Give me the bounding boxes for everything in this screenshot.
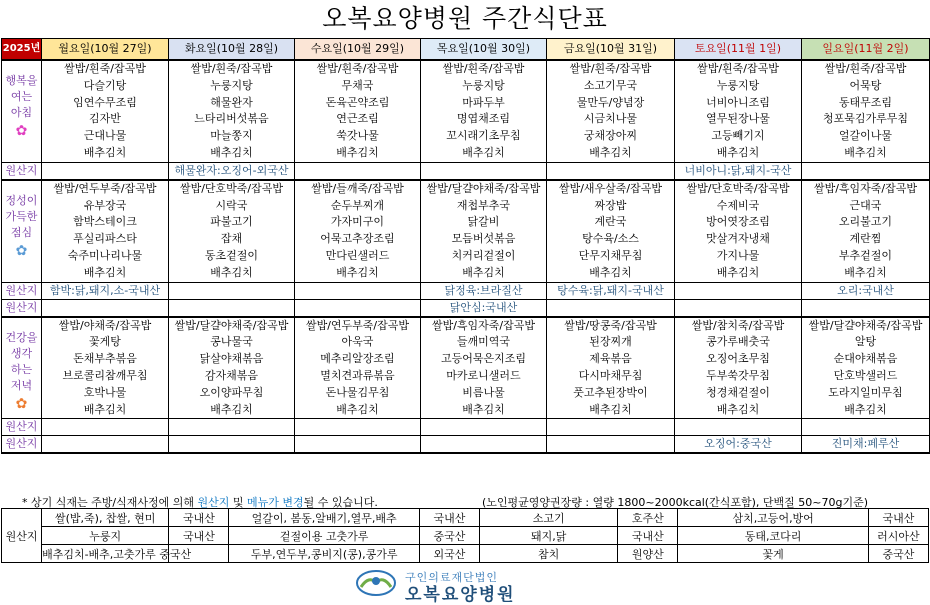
menu-item: 배추김치: [462, 265, 505, 279]
weekly-menu-table: [1, 38, 930, 454]
menu-item: 쑥갓나물: [336, 129, 379, 143]
meal-cell: [42, 317, 169, 419]
menu-item: 단호박샐러드: [833, 368, 898, 382]
menu-item: 배추김치: [844, 402, 887, 416]
day-header: 화요일(10월 28일): [169, 39, 295, 61]
flower-icon: ✿: [15, 395, 28, 412]
menu-item: 어묵탕: [849, 78, 882, 92]
ingredient-cell: 삼치,고등어,방어: [678, 509, 868, 527]
logo-emblem-icon: [355, 569, 397, 597]
menu-item: 쌀밥/달걀야채죽/잡곡밥: [174, 318, 289, 332]
origin-cell: [421, 436, 547, 454]
menu-item: 고등빼기지: [711, 129, 765, 143]
menu-item: 쌀밥/흰죽/잡곡밥: [442, 62, 525, 75]
origin-cell: 닭정육:브라질산: [421, 282, 547, 299]
menu-item: 쌀밥/흰죽/잡곡밥: [697, 62, 779, 75]
menu-item: 쌀밥/흰죽/잡곡밥: [190, 62, 273, 75]
day-header: 목요일(10월 30일): [421, 39, 547, 61]
day-header: 월요일(10월 27일): [42, 39, 169, 61]
page-title: 오복요양병원 주간식단표: [322, 4, 608, 33]
year-cell: 2025년: [2, 39, 42, 61]
meal-label-line: 여는: [10, 90, 33, 103]
menu-item: 마카로니샐러드: [446, 368, 521, 382]
menu-item: 쌀밥/새우살죽/잡곡밥: [558, 181, 663, 195]
origin-cell: [295, 282, 421, 299]
meal-label: [2, 180, 42, 282]
change-notice: * 상기 식재는 주방/식재사정에 의해 원산지 및 메뉴가 변경될 수 있습니다.: [22, 496, 378, 509]
menu-item: 열무된장나물: [706, 112, 770, 126]
hospital-logo: [355, 569, 585, 605]
origin-cell: [675, 419, 802, 436]
menu-item: 제육볶음: [589, 352, 632, 366]
menu-item: 짜장밥: [594, 198, 627, 212]
origin-country-cell: 국내산: [618, 527, 678, 545]
origin-cell: [169, 282, 295, 299]
menu-item: 배추김치: [716, 145, 760, 159]
ingredient-cell: 누룽지: [42, 527, 169, 545]
menu-item: 파불고기: [210, 215, 253, 229]
menu-item: 다시마채무침: [578, 368, 643, 382]
menu-item: 배추김치: [589, 145, 632, 159]
menu-item: 쌀밥/달걀야채죽/잡곡밥: [808, 318, 923, 332]
origin-cell: [169, 299, 295, 317]
origin-cell: [295, 299, 421, 317]
menu-item: 멸치견과류볶음: [320, 368, 395, 382]
meal-label-line: 정성이: [5, 193, 38, 207]
origin-cell: 오징어:중국산: [675, 436, 802, 454]
menu-item: 비름나물: [462, 385, 505, 399]
menu-item: 쌀밥/흰죽/잡곡밥: [824, 62, 907, 75]
meal-cell: [675, 60, 802, 162]
origin-cell: 탕수육:닭,돼지-국내산: [547, 282, 675, 299]
menu-item: 들깨미역국: [456, 335, 511, 349]
menu-item: 오징어초무침: [706, 352, 770, 366]
menu-item: 물만두/양념장: [576, 95, 645, 109]
menu-item: 아욱국: [341, 335, 374, 349]
menu-item: 치커리겉절이: [451, 248, 516, 262]
origin-cell: 오리:국내산: [802, 282, 930, 299]
origin-label: 원산지: [2, 299, 42, 317]
menu-item: 메추리알장조림: [320, 352, 395, 366]
menu-item: 쌀밥/흑임자죽/잡곡밥: [813, 181, 918, 195]
origin-cell: [547, 419, 675, 436]
menu-item: 배추김치: [210, 402, 253, 416]
menu-item: 푸실리파스타: [73, 232, 137, 246]
menu-item: 배추김치: [336, 402, 379, 416]
meal-label-line: 건강을: [5, 330, 38, 344]
meal-cell: [42, 60, 169, 162]
menu-item: 해물완자: [210, 95, 253, 109]
menu-item: 쌀밥/땅콩죽/잡곡밥: [564, 318, 657, 332]
menu-item: 돈육곤약조림: [325, 95, 390, 109]
menu-item: 호박나물: [83, 385, 127, 399]
menu-item: 다슬기탕: [83, 78, 127, 92]
menu-item: 마파두부: [462, 95, 505, 109]
day-header: 수요일(10월 29일): [295, 39, 421, 61]
origin-cell: 함박:닭,돼지,소-국내산: [42, 282, 169, 299]
menu-item: 너비아니조림: [706, 95, 770, 109]
meal-label: [2, 317, 42, 419]
menu-item: 만다린샐러드: [325, 248, 390, 262]
menu-item: 배추김치: [844, 265, 887, 279]
origin-cell: [675, 299, 802, 317]
origin-cell: [295, 162, 421, 180]
origin-cell: 해물완자:오징어-외국산: [169, 162, 295, 180]
menu-item: 임연수무조림: [73, 95, 137, 109]
menu-item: 시금치나물: [583, 112, 638, 126]
origin-cell: [675, 282, 802, 299]
ingredient-cell: 꽃게: [678, 545, 868, 563]
origin-cell: [547, 299, 675, 317]
menu-item: 청포묵김가루무침: [822, 112, 908, 126]
origin-cell: 너비아니:닭,돼지-국산: [675, 162, 802, 180]
menu-item: 근대나물: [83, 129, 127, 143]
menu-item: 시락국: [215, 198, 248, 212]
menu-item: 얼갈이나물: [838, 129, 893, 143]
menu-item: 쌀밥/흰죽/잡곡밥: [569, 62, 652, 75]
ingredient-cell: 참치: [480, 545, 618, 563]
meal-cell: [295, 317, 421, 419]
menu-item: 닭갈비: [467, 215, 500, 229]
origin-cell: [547, 436, 675, 454]
menu-item: 함박스테이크: [73, 215, 137, 229]
menu-item: 알탕: [854, 335, 877, 349]
menu-item: 고등어묵은지조림: [440, 352, 526, 366]
menu-item: 무채국: [341, 78, 374, 92]
meal-cell: [169, 180, 295, 282]
meal-cell: [547, 60, 675, 162]
origin-label: 원산지: [2, 162, 42, 180]
logo-hospital-name: 오복요양병원: [405, 585, 516, 605]
meal-cell: [295, 180, 421, 282]
meal-label-line: 아침: [10, 106, 33, 119]
meal-cell: [295, 60, 421, 162]
meal-cell: [169, 60, 295, 162]
meal-label-line: 하는: [10, 362, 33, 376]
menu-item: 배추김치: [844, 145, 887, 159]
origin-cell: [802, 162, 930, 180]
menu-item: 쌀밥/들깨죽/잡곡밥: [311, 181, 404, 195]
menu-item: 마늘쫑지: [210, 129, 253, 143]
menu-item: 느타리버섯볶음: [194, 112, 269, 126]
menu-item: 쌀밥/야채죽/잡곡밥: [58, 318, 152, 332]
menu-item: 돈나물김무침: [325, 385, 390, 399]
origin-summary-table: [1, 508, 929, 563]
menu-item: 김자반: [89, 112, 121, 126]
origin-label: 원산지: [2, 419, 42, 436]
ingredient-cell: 두부,연두부,콩비지(콩),콩가루: [229, 545, 419, 563]
meal-cell: [42, 180, 169, 282]
menu-item: 된장찌개: [589, 335, 632, 349]
menu-item: 재첩부추국: [456, 198, 511, 212]
menu-item: 배추김치: [462, 402, 505, 416]
origin-cell: [42, 299, 169, 317]
origin-label: 원산지: [2, 436, 42, 454]
menu-item: 감자채볶음: [204, 368, 259, 382]
meal-cell: [802, 317, 930, 419]
origin-country-cell: 국내산: [169, 527, 229, 545]
menu-item: 쌀밥/흰죽/잡곡밥: [64, 62, 146, 75]
meal-label-line: 점심: [10, 225, 33, 239]
menu-item: 배추김치: [589, 402, 632, 416]
meal-label: [2, 60, 42, 162]
menu-item: 배추김치: [716, 265, 760, 279]
day-header: 금요일(10월 31일): [547, 39, 675, 61]
origin-cell: [295, 419, 421, 436]
origin-table-label: 원산지: [2, 509, 42, 563]
menu-item: 누룽지탕: [462, 78, 505, 92]
menu-item: 배추김치: [83, 402, 127, 416]
origin-country-cell: 외국산: [419, 545, 479, 563]
origin-cell: 진미채:페루산: [802, 436, 930, 454]
origin-cell: [421, 419, 547, 436]
menu-item: 계란찜: [849, 232, 882, 246]
menu-item: 수제비국: [716, 198, 760, 212]
menu-item: 배추김치: [210, 145, 253, 159]
menu-item: 쌀밥/단호박죽/잡곡밥: [179, 181, 284, 195]
origin-cell: [169, 419, 295, 436]
menu-item: 단무지채무침: [578, 248, 643, 262]
origin-cell: [295, 436, 421, 454]
origin-country-cell: 호주산: [618, 509, 678, 527]
menu-item: 쌀밥/흰죽/잡곡밥: [316, 62, 399, 75]
ingredient-cell: 겉절이용 고춧가루: [229, 527, 419, 545]
origin-cell: [802, 299, 930, 317]
menu-item: 계란국: [594, 215, 627, 229]
menu-item: 배추김치: [462, 145, 505, 159]
meal-cell: [421, 317, 547, 419]
meal-cell: [675, 317, 802, 419]
menu-item: 배추김치: [210, 265, 253, 279]
meal-label-line: 가득한: [5, 209, 38, 223]
meal-cell: [675, 180, 802, 282]
menu-item: 맛살겨자냉채: [706, 232, 770, 246]
day-header: 일요일(11월 2일): [802, 39, 930, 61]
menu-item: 누룽지탕: [210, 78, 253, 92]
meal-cell: [547, 317, 675, 419]
origin-cell: [421, 162, 547, 180]
origin-country-cell: 중국산: [868, 545, 928, 563]
menu-item: 배추김치: [83, 145, 127, 159]
nutrition-guideline: (노인평균영양권장량 : 열량 1800~2000kcal(간식포함), 단백질 50~70g기준): [482, 496, 868, 509]
logo-foundation-name: 구인의료재단법인: [405, 571, 499, 584]
menu-item: 도라지일미무침: [828, 385, 903, 399]
menu-item: 가자미구이: [330, 215, 385, 229]
menu-item: 닭살야채볶음: [199, 352, 264, 366]
origin-country-cell: 러시아산: [868, 527, 928, 545]
origin-cell: [547, 162, 675, 180]
menu-item: 콩가루배춧국: [706, 335, 770, 349]
menu-item: 유부장국: [83, 198, 127, 212]
menu-item: 순대야채볶음: [833, 352, 898, 366]
menu-item: 가지나물: [716, 248, 760, 262]
origin-country-cell: 국내산: [419, 509, 479, 527]
meal-cell: [421, 60, 547, 162]
menu-item: 오리불고기: [838, 215, 893, 229]
meal-cell: [169, 317, 295, 419]
menu-item: 꽃게탕: [89, 335, 121, 349]
menu-item: 궁채장아찌: [583, 129, 638, 143]
ingredient-cell: 쌀(밥,죽), 찹쌀, 현미: [42, 509, 169, 527]
ingredient-cell: 소고기: [480, 509, 618, 527]
menu-item: 배추김치: [336, 265, 379, 279]
menu-item: 동태무조림: [838, 95, 893, 109]
menu-item: 연근조림: [336, 112, 379, 126]
ingredient-cell: 동태,코다리: [678, 527, 868, 545]
menu-item: 누룽지탕: [716, 78, 760, 92]
menu-item: 쌀밥/달걀야채죽/잡곡밥: [426, 181, 541, 195]
origin-country-cell: 원양산: [618, 545, 678, 563]
menu-item: 배추김치: [83, 265, 127, 279]
meal-label-line: 생각: [10, 346, 33, 360]
menu-item: 두부쑥갓무침: [706, 368, 770, 382]
menu-item: 숙주미나리나물: [67, 248, 143, 262]
menu-item: 근대국: [849, 198, 882, 212]
ingredient-cell: 배추김치-배추,고춧가루 중국산: [42, 545, 169, 563]
menu-item: 부추겉절이: [838, 248, 893, 262]
origin-cell: 닭안심:국내산: [421, 299, 547, 317]
menu-item: 배추김치: [336, 145, 379, 159]
menu-item: 쌀밥/참치죽/잡곡밥: [691, 318, 785, 332]
origin-cell: [42, 419, 169, 436]
ingredient-cell: 얼갈이, 봄동,알배기,열무,배추: [229, 509, 419, 527]
menu-item: 풋고추된장박이: [573, 385, 648, 399]
menu-item: 콩나물국: [210, 335, 253, 349]
flower-icon: ✿: [15, 123, 28, 139]
menu-item: 배추김치: [716, 402, 760, 416]
meal-label-line: 저녁: [10, 378, 33, 392]
origin-cell: [42, 162, 169, 180]
menu-item: 방어엿장조림: [706, 215, 770, 229]
ingredient-cell: 돼지,닭: [480, 527, 618, 545]
day-header: 토요일(11월 1일): [675, 39, 802, 61]
menu-item: 브로콜리참깨무침: [62, 368, 148, 382]
menu-item: 어묵고추장조림: [320, 232, 395, 246]
menu-item: 돈채부추볶음: [73, 352, 137, 366]
origin-country-cell: 중국산: [419, 527, 479, 545]
menu-item: 오이양파무침: [199, 385, 264, 399]
menu-item: 배추김치: [589, 265, 632, 279]
menu-item: 청경채겉절이: [706, 385, 770, 399]
menu-item: 쌀밥/흑임자죽/잡곡밥: [431, 318, 536, 332]
menu-item: 명엽채조림: [456, 112, 511, 126]
meal-cell: [802, 60, 930, 162]
menu-item: 쌀밥/연두부죽/잡곡밥: [53, 181, 157, 195]
menu-item: 잡채: [220, 232, 243, 246]
menu-item: 탕수육/소스: [582, 232, 639, 246]
origin-label: 원산지: [2, 282, 42, 299]
origin-cell: [169, 436, 295, 454]
menu-item: 꼬시래기초무침: [446, 129, 521, 143]
meal-label-line: 행복을: [5, 74, 38, 87]
origin-country-cell: 국내산: [169, 509, 229, 527]
origin-cell: [802, 419, 930, 436]
meal-cell: [547, 180, 675, 282]
origin-country-cell: 국내산: [868, 509, 928, 527]
menu-item: 소고기무국: [583, 78, 638, 92]
meal-cell: [802, 180, 930, 282]
menu-item: 쌀밥/연두부죽/잡곡밥: [305, 318, 410, 332]
origin-cell: [42, 436, 169, 454]
menu-item: 순두부찌개: [330, 198, 385, 212]
menu-item: 쌀밥/단호박죽/잡곡밥: [686, 181, 790, 195]
menu-item: 모듬버섯볶음: [451, 232, 516, 246]
flower-icon: ✿: [15, 242, 28, 259]
menu-item: 동초겉절이: [204, 248, 259, 262]
meal-cell: [421, 180, 547, 282]
